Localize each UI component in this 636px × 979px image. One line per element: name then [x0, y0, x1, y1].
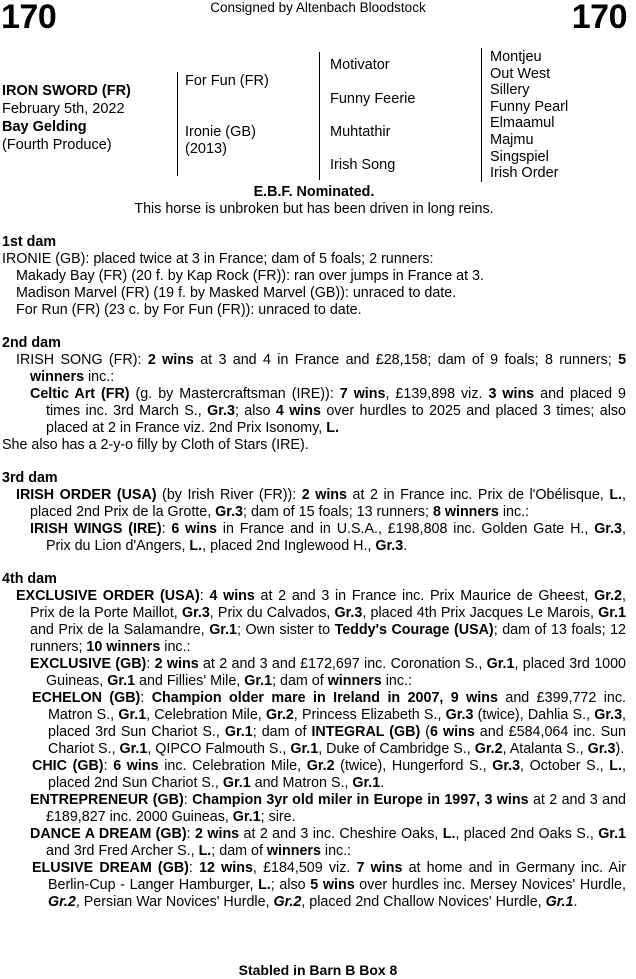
exclusive-order-entry: EXCLUSIVE ORDER (USA): 4 wins at 2 and 3 in France inc. Prix Maurice de Gheest, Gr.2, Prix de la Porte Maillot, Gr.3, Prix du Calvados, Gr.3, placed 4th Prix Jacques Le Marois, Gr.1 and Prix de la Salamandre, Gr.1; Own sister to Teddy's Courage (USA); dam of 13 foals; 12 runners; 10 winners inc.:: [16, 588, 626, 655]
fourth-dam-heading: 4th dam: [2, 571, 57, 587]
foal-2: Madison Marvel (FR) (19 f. by Masked Marvel (GB)): unraced to date.: [16, 285, 457, 301]
gg-3: Sillery: [490, 82, 530, 99]
elusive-dream-entry: ELUSIVE DREAM (GB): 12 wins, £184,509 viz. 7 wins at home and in Germany inc. Air Berlin-Cup - Langer Hamburger, L.; also 5 wins over hurdles inc. Mersey Novices' Hurdle, Gr.2, Persian War Novices' Hurdle, Gr.2, placed 2nd Challow Novices' Hurdle, Gr.1.: [32, 860, 627, 910]
entrepreneur-entry: ENTREPRENEUR (GB): Champion 3yr old miler in Europe in 1997, 3 wins at 2 and 3 and £189,827 inc. 2000 Guineas, Gr.1; sire.: [30, 792, 626, 825]
grandsire: Motivator: [330, 57, 390, 73]
irish-order-entry: IRISH ORDER (USA) (by Irish River (FR)): 2 wins at 2 in France inc. Prix de l'Obélisque, L., placed 2nd Prix de la Grotte, Gr.3; dam of 15 foals; 13 runners; 8 winners inc.:: [16, 487, 627, 520]
irish-wings-entry: IRISH WINGS (IRE): 6 wins in France and in U.S.A., £198,808 inc. Golden Gate H., Gr.3, Prix du Lion d'Angers, L., placed 2nd Inglewood H., Gr.3.: [30, 521, 626, 554]
pedigree-table: [0, 46, 636, 182]
grandam-2: Irish Song: [330, 157, 396, 173]
great-grandparents: [490, 49, 568, 182]
unbroken-note: This horse is unbroken but has been driven in long reins.: [134, 201, 494, 217]
fourth-dam-section: [2, 571, 626, 911]
second-dam-entry: IRISH SONG (FR): 2 wins at 3 and 4 in France and £28,158; dam of 9 foals; 8 runners; 5 winners inc.:: [16, 352, 627, 385]
horse-name: IRON SWORD (FR): [2, 83, 131, 99]
second-dam-also: She also has a 2-y-o filly by Cloth of Stars (IRE).: [2, 437, 309, 453]
chic-entry: CHIC (GB): 6 wins inc. Celebration Mile, Gr.2 (twice), Hungerford S., Gr.3, October S., L., placed 2nd Sun Chariot S., Gr.1 and Matron S., Gr.1.: [32, 758, 626, 791]
foal-3: For Run (FR) (23 c. by For Fun (FR)): unraced to date.: [16, 302, 362, 318]
gg-7: Singspiel: [490, 148, 549, 165]
celtic-art-entry: Celtic Art (FR) (g. by Mastercraftsman (IRE)): 7 wins, £139,898 viz. 3 wins and placed 9 times inc. 3rd March S., Gr.3; also 4 wins over hurdles to 2025 and placed 3 times; also placed at 2 in France viz. 2nd Prix Isonomy, L.: [30, 386, 626, 436]
third-dam-section: [2, 470, 626, 555]
foal-1: Makady Bay (FR) (20 f. by Kap Rock (FR)): ran over jumps in France at 3.: [16, 268, 484, 284]
gg-8: Irish Order: [490, 165, 559, 182]
produce: (Fourth Produce): [2, 137, 112, 153]
exclusive-entry: EXCLUSIVE (GB): 2 wins at 2 and 3 and £172,697 inc. Coronation S., Gr.1, placed 3rd 1000 Guineas, Gr.1 and Fillies' Mile, Gr.1; dam of winners inc.:: [30, 656, 626, 689]
catalogue-body: [2, 184, 626, 911]
stabling-footer: Stabled in Barn B Box 8: [238, 962, 398, 978]
echelon-entry: ECHELON (GB): Champion older mare in Ireland in 2007, 9 wins and £399,772 inc. Matron S., Gr.1, Celebration Mile, Gr.2, Princess Elizabeth S., Gr.3 (twice), Dahlia S., Gr.3, placed 3rd Sun Chariot S., Gr.1; dam of INTEGRAL (GB) (6 wins and £584,064 inc. Sun Chariot S., Gr.1, QIPCO Falmouth S., Gr.1, Duke of Cambridge S., Gr.2, Atalanta S., Gr.3).: [32, 690, 627, 757]
dam: [185, 124, 256, 158]
horse-info: [2, 82, 131, 154]
pedigree-divider-2: [319, 52, 320, 180]
gg-4: Funny Pearl: [490, 98, 569, 115]
pedigree-divider-3: [481, 48, 482, 182]
dam-year: (2013): [185, 141, 227, 157]
grandam-1: Funny Feerie: [330, 91, 416, 107]
consignor: Consigned by Altenbach Bloodstock: [210, 0, 426, 15]
first-dam-intro: IRONIE (GB): placed twice at 3 in France; dam of 5 foals; 2 runners:: [2, 251, 434, 267]
grandsire-2: Muhtathir: [330, 124, 391, 140]
second-dam-heading: 2nd dam: [2, 335, 61, 351]
lot-number: 170: [1, 0, 57, 36]
horse-sex: Bay Gelding: [2, 119, 87, 135]
gg-5: Elmaamul: [490, 115, 555, 132]
gg-2: Out West: [490, 65, 551, 82]
ebf-note: E.B.F. Nominated.: [253, 184, 375, 200]
dam-name: Ironie (GB): [185, 124, 256, 140]
gg-1: Montjeu: [490, 49, 542, 65]
third-dam-heading: 3rd dam: [2, 470, 58, 486]
lot-number-right: 170: [571, 0, 627, 36]
gg-6: Majmu: [490, 131, 534, 148]
second-dam-section: [2, 335, 626, 454]
pedigree-divider-1: [177, 72, 178, 176]
first-dam-heading: 1st dam: [2, 234, 57, 250]
dance-a-dream-entry: DANCE A DREAM (GB): 2 wins at 2 and 3 inc. Cheshire Oaks, L., placed 2nd Oaks S., Gr.1 and 3rd Fred Archer S., L.; dam of winners inc.:: [30, 826, 627, 859]
foaled-date: February 5th, 2022: [2, 101, 125, 117]
sire: For Fun (FR): [185, 73, 269, 89]
first-dam-section: [2, 234, 626, 319]
